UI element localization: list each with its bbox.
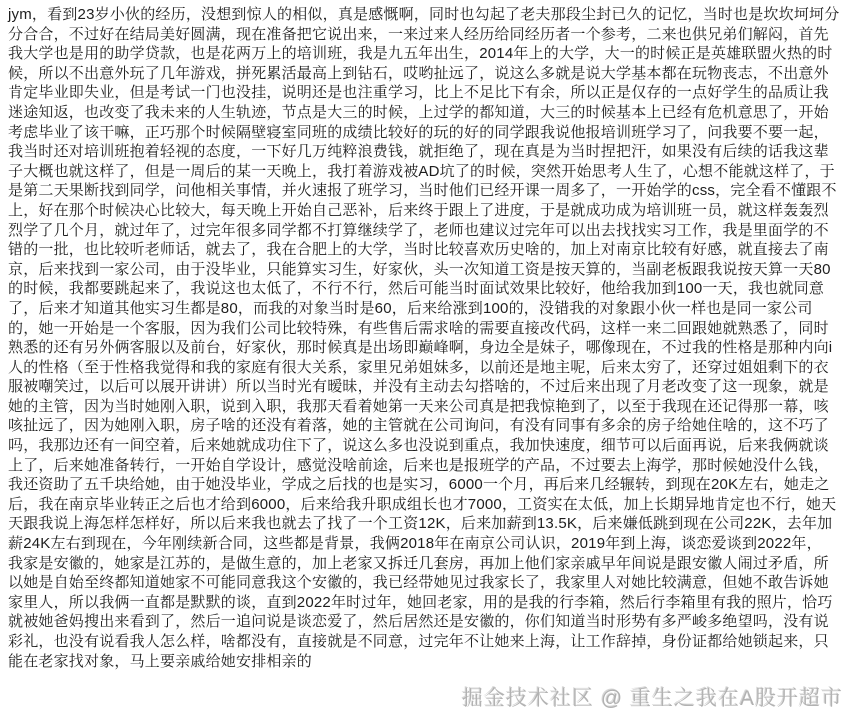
text-line: 了，后来才知道其他实习生都是80，而我的对象当时是60，后来给涨到100的，没错我的对象跟小伙一样也是同一家公司 <box>8 299 813 317</box>
text-line: 我还资助了五千块给她，由于她没毕业，学成之后找的也是实习，6000一个月，再后来几经辗转，到现在20K左右，她走之 <box>8 476 830 494</box>
text-line: 后，我在南京毕业转正之后也才给到6000，后来给我升职成组长也才7000，工资实在太低，加上长期异地肯定也不行，她天 <box>8 495 837 513</box>
text-line: 以她是自始至终都知道她家不可能同意我这个安徽的，我已经带她见过我家长了，我家里人对她比较满意，但她不敢告诉她 <box>8 574 829 592</box>
text-line: 考虑毕业了该干嘛，正巧那个时候隔壁寝室同班的成绩比较好的玩的好的同学跟我说他报培训班学习了，问我要不要一起， <box>8 123 829 141</box>
text-line: 我当时还对培训班抱着轻视的态度，一下好几万纯粹浪费钱，就拒绝了，现在真是为当时捏把汗，如果没有后续的话我这辈 <box>8 143 829 161</box>
text-line: 我家是安徽的，她家是江苏的，是做生意的，加上老家又拆迁几套房，再加上他们家亲戚早年间说是跟安徽人闹过矛盾，所 <box>8 554 829 572</box>
text-line: 能在老家找对象，马上要亲戚给她安排相亲的 <box>8 652 313 670</box>
text-line: 京，后来找到一家公司，由于没毕业，只能算实习生，好家伙，头一次知道工资是按天算的，当副老板跟我说按天算一天80 <box>8 260 831 278</box>
text-line: 候，所以不出意外玩了几年游戏，拼死累活最高上到钻石，哎哟扯远了，说这么多就是说大学基本都在玩物丧志，不出意外 <box>8 64 829 82</box>
text-line: 家里人，所以我俩一直都是默默的谈，直到2022年时过年，她回老家，用的是我的行李箱，然后行李箱里有我的照片，恰巧 <box>8 593 833 611</box>
text-line: 分合合，不过好在结局美好圆满，现在准备把它说出来，一来过来人经历给同经历者一个参考，二来也供兄弟们解闷，首先 <box>8 25 829 43</box>
text-line: 我大学也是用的助学贷款，也是花两万上的培训班，我是九五年出生，2014年上的大学，大一的时候正是英雄联盟火热的时 <box>8 45 833 63</box>
text-line: 子大概也就这样了，但是一周后的某一天晚上，我打着游戏被AD坑了的时候，突然开始思考人生了，心想不能就这样了，于 <box>8 162 835 180</box>
text-line: 她的主管，因为当时她刚入职，说到入职，我那天看着她第一天来公司真是把我惊艳到了，以至于我现在还记得那一幕，咳 <box>8 397 829 415</box>
text-line: 是第二天果断找到同学，问他相关事情，并火速报了班学习，当时他们已经开课一周多了，一开始学的css，完全看不懂跟不 <box>8 182 837 200</box>
text-line: 肯定毕业即失业，但是考试一门也没挂，说明还是也注重学习，比上不足比下有余，所以正是仅存的一点好学生的品质让我 <box>8 84 829 102</box>
text-line: 薪24K左右到现在，今年刚续新合同，这些都是背景，我俩2018年在南京公司认识，2019年到上海，谈恋爱谈到2022年， <box>8 535 822 553</box>
text-line: 熟悉的还有另外俩客服以及前台，好家伙，那时候真是出场即巅峰啊，身边全是妹子，哪像现在，不过我的性格是那种内向i <box>8 339 833 357</box>
watermark: 掘金技术社区 @ 重生之我在A股开超市 <box>462 687 843 710</box>
post-body <box>8 5 849 671</box>
text-line: 错的一批，也比较听老师话，就去了，我在合肥上的大学，当时比较喜欢历史啥的，加上对南京比较有好感，就直接去了南 <box>8 241 829 259</box>
text-line: 咳扯远了，因为她刚入职，房子啥的还没有着落，她的主管就在公司询问，有没有同事有多余的房子给她住啥的，这不巧了 <box>8 417 829 435</box>
text-line: 服被嘲笑过，以后可以展开讲讲）所以当时光有暧昧，并没有主动去勾搭啥的，不过后来出现了月老改变了这一现象，就是 <box>8 378 829 396</box>
text-line: 天跟我说上海怎样怎样好，所以后来我也就去了找了一个工资12K，后来加薪到13.5K，后来嫌低跳到现在公司22K，去年加 <box>8 515 833 533</box>
text-line: 的时候，我都要跳起来了，我说这也太低了，不行不行，然后可能当时面试效果比较好，他给我加到100一天，我也就同意 <box>8 280 825 298</box>
text-line: 吗，我那边还有一间空着，后来她就成功住下了，说这么多也没说到重点，我加快速度，细节可以后面再说，后来我俩就谈 <box>8 437 829 455</box>
text-line: 的，她一开始是一个客服，因为我们公司比较特殊，有些售后需求啥的需要直接改代码，这样一来二回跟她就熟悉了，同时 <box>8 319 829 337</box>
text-line: 就被她爸妈搜出来看到了，然后一追问说是谈恋爱了，然后居然还是安徽的，你们知道当时形势有多严峻多绝望吗，没有说 <box>8 613 829 631</box>
text-line: jym，看到23岁小伙的经历，没想到惊人的相似，真是感慨啊，同时也勾起了老夫那段尘封已久的记忆，当时也是坎坎坷坷分 <box>8 6 840 23</box>
text-line: 上，好在那个时候决心比较大，每天晚上开始自己恶补，后来终于跟上了进度，于是就成功成为培训班一员，就这样轰轰烈 <box>8 201 829 219</box>
text-line: 上了，后来她准备转行，一开始自学设计，感觉没啥前途，后来也是报班学的产品，不过要去上海学，那时候她没什么钱， <box>8 456 829 474</box>
text-line: 彩礼，也没有说看我人怎么样，啥都没有，直接就是不同意，过完年不让她来上海，让工作辞掉，身份证都给她锁起来，只 <box>8 633 829 650</box>
text-line: 烈学了几个月，就过年了，过完年很多同学都不打算继续学了，老师也建议过完年可以出去找找实习工作，我是里面学的不 <box>8 221 829 239</box>
text-line: 迷途知返，也改变了我未来的人生轨迹，节点是大三的时候，上过学的都知道，大三的时候基本上已经有危机意思了，开始 <box>8 103 829 121</box>
text-line: 人的性格（至于性格我觉得和我的家庭有很大关系，家里兄弟姐妹多，以前还是地主呢，后来太穷了，还穿过姐姐剩下的衣 <box>8 358 829 376</box>
